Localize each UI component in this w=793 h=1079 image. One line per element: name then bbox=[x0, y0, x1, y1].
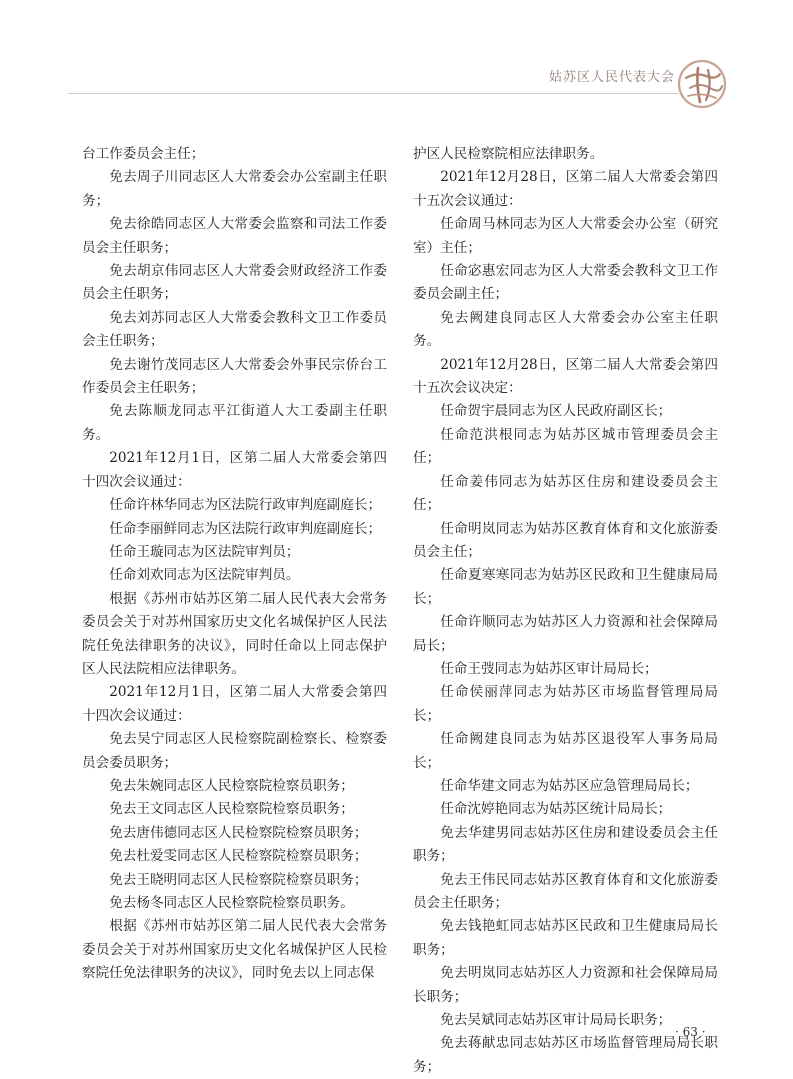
header-rule bbox=[68, 93, 678, 94]
paragraph: 任命侯丽萍同志为姑苏区市场监督管理局局长； bbox=[413, 684, 718, 724]
paragraph: 免去王晓明同志区人民检察院检察员职务； bbox=[109, 871, 368, 888]
paragraph: 任命夏寒寒同志为姑苏区民政和卫生健康局局长； bbox=[413, 567, 718, 607]
paragraph: 任命范洪根同志为姑苏区城市管理委员会主任； bbox=[413, 426, 718, 467]
paragraph: 任命姜伟同志为姑苏区住房和建设委员会主任； bbox=[413, 473, 718, 514]
paragraph: 2021年12月28日，区第二届人大常委会第四十五次会议决定： bbox=[413, 356, 718, 397]
calligraphy-logo-icon bbox=[676, 58, 728, 110]
paragraph: 任命明岚同志为姑苏区教育体育和文化旅游委员会主任； bbox=[413, 520, 718, 560]
paragraph: 2021年12月1日，区第二届人大常委会第四十四次会议通过： bbox=[82, 684, 387, 724]
paragraph: 免去华建男同志姑苏区住房和建设委员会主任职务； bbox=[413, 824, 718, 865]
paragraph: 任命刘欢同志为区法院审判员。 bbox=[109, 567, 300, 584]
paragraph: 免去明岚同志姑苏区人力资源和社会保障局局长职务； bbox=[413, 965, 718, 1005]
paragraph: 免去胡京伟同志区人大常委会财政经济工作委员会主任职务； bbox=[82, 263, 387, 303]
paragraph: 任命许顺同志为姑苏区人力资源和社会保障局局长； bbox=[413, 614, 718, 654]
paragraph: 免去徐皓同志区人大常委会监察和司法工作委员会主任职务； bbox=[82, 216, 387, 256]
paragraph: 2021年12月28日，区第二届人大常委会第四十五次会议通过： bbox=[413, 169, 718, 209]
paragraph: 免去蒋献忠同志姑苏区市场监督管理局局长职务； bbox=[413, 1035, 718, 1075]
running-header-title: 姑苏区人民代表大会 bbox=[548, 70, 675, 85]
paragraph: 免去朱婉同志区人民检察院检察员职务； bbox=[109, 777, 354, 794]
paragraph: 免去阙建良同志区人大常委会办公室主任职务。 bbox=[413, 309, 718, 350]
paragraph: 任命华建文同志为姑苏区应急管理局局长； bbox=[440, 777, 699, 794]
paragraph: 任命阙建良同志为姑苏区退役军人事务局局长； bbox=[413, 731, 718, 771]
paragraph: 任命王弢同志为姑苏区审计局局长； bbox=[440, 660, 658, 677]
paragraph: 任命李丽鲜同志为区法院行政审判庭副庭长； bbox=[109, 520, 382, 537]
paragraph: 2021年12月1日，区第二届人大常委会第四十四次会议通过： bbox=[82, 450, 387, 490]
paragraph: 任命沈婷艳同志为姑苏区统计局局长； bbox=[440, 801, 672, 818]
page-header bbox=[0, 0, 793, 120]
paragraph: 免去陈顺龙同志平江街道人大工委副主任职务。 bbox=[82, 403, 387, 443]
paragraph: 免去周子川同志区人大常委会办公室副主任职务； bbox=[82, 169, 387, 209]
paragraph: 免去杨冬同志区人民检察院检察员职务。 bbox=[109, 895, 354, 911]
paragraph: 任命宓惠宏同志为区人大常委会教科文卫工作委员会副主任； bbox=[413, 263, 718, 303]
paragraph: 根据《苏州市姑苏区第二届人民代表大会常务委员会关于对苏州国家历史文化名城保护区人民法院任免法律职务的决议》，同时任命以上同志保护区人民法院相应法律职务。 bbox=[82, 590, 387, 677]
page-number: · 63 · bbox=[675, 1025, 706, 1039]
paragraph: 任命周马林同志为区人大常委会办公室（研究室）主任； bbox=[413, 216, 718, 256]
paragraph: 任命许林华同志为区法院行政审判庭副庭长； bbox=[109, 497, 382, 514]
paragraph: 免去吴宁同志区人民检察院副检察长、检察委员会委员职务； bbox=[82, 731, 387, 771]
paragraph: 免去王文同志区人民检察院检察员职务； bbox=[109, 801, 354, 818]
paragraph: 台工作委员会主任； bbox=[82, 146, 205, 162]
paragraph: 免去刘苏同志区人大常委会教科文卫工作委员会主任职务； bbox=[82, 309, 387, 350]
paragraph: 根据《苏州市姑苏区第二届人民代表大会常务委员会关于对苏州国家历史文化名城保护区人民检察院任免法律职务的决议》，同时免去以上同志保 bbox=[82, 918, 387, 982]
paragraph: 免去王伟民同志姑苏区教育体育和文化旅游委员会主任职务； bbox=[413, 871, 718, 911]
paragraph: 护区人民检察院相应法律职务。 bbox=[413, 146, 604, 162]
paragraph: 免去钱艳虹同志姑苏区民政和卫生健康局局长职务； bbox=[413, 918, 718, 958]
paragraph: 任命王璇同志为区法院审判员； bbox=[109, 543, 300, 560]
paragraph: 免去杜爱雯同志区人民检察院检察员职务； bbox=[109, 848, 368, 865]
paragraph: 免去唐伟德同志区人民检察院检察员职务； bbox=[109, 824, 368, 841]
paragraph: 免去谢竹茂同志区人大常委会外事民宗侨台工作委员会主任职务； bbox=[82, 356, 387, 397]
left-text-column bbox=[82, 143, 387, 986]
right-text-column bbox=[413, 143, 718, 1079]
paragraph: 免去吴斌同志姑苏区审计局局长职务； bbox=[440, 1012, 672, 1029]
paragraph: 任命贺宇晨同志为区人民政府副区长； bbox=[440, 403, 672, 420]
